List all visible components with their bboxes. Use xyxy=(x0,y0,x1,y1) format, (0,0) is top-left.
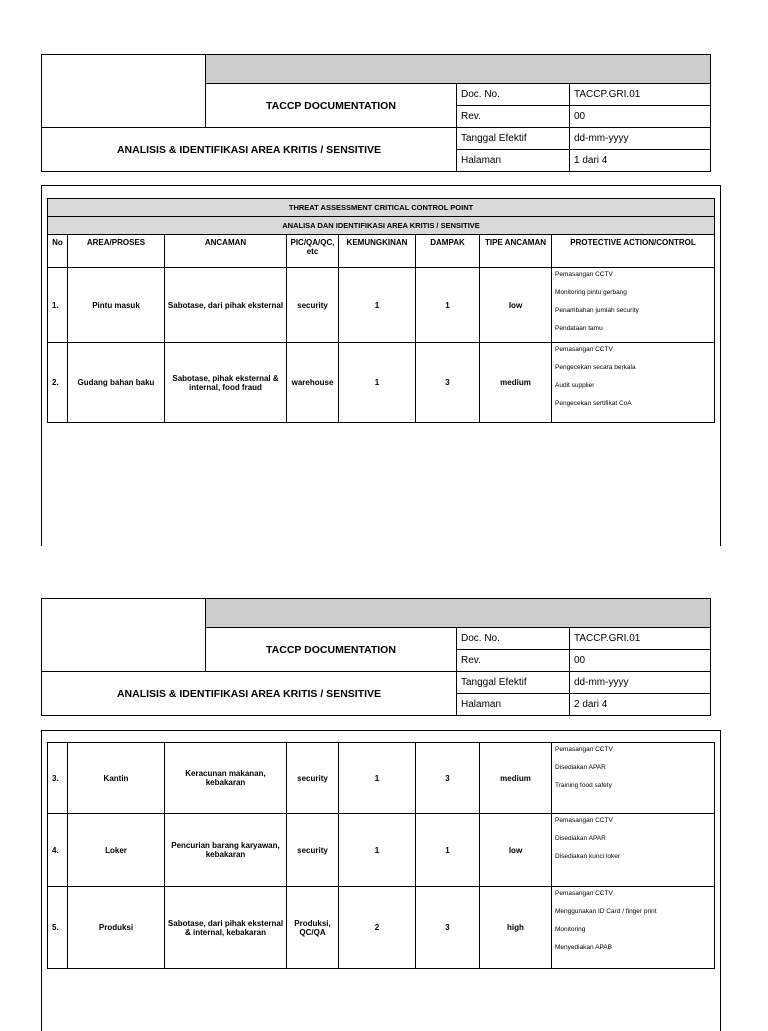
action-item: Pengecekan secara berkala xyxy=(555,364,636,371)
table-row xyxy=(48,268,715,343)
row-dampak: 3 xyxy=(416,343,480,423)
doc-subtitle: ANALISIS & IDENTIFIKASI AREA KRITIS / SENSITIVE xyxy=(42,128,457,172)
row-pic: Produksi, QC/QA xyxy=(287,887,339,969)
row-ancaman: Sabotase, pihak eksternal & internal, food fraud xyxy=(165,343,287,423)
row-dampak: 3 xyxy=(416,887,480,969)
action-item: Monitoring xyxy=(555,926,586,933)
row-tipe: medium xyxy=(480,743,552,814)
row-actions xyxy=(552,268,715,343)
row-ancaman: Sabotase, dari pihak eksternal xyxy=(165,268,287,343)
action-item: Pemasangan CCTV xyxy=(555,890,613,897)
halaman-label: Halaman xyxy=(457,150,570,172)
row-tipe: high xyxy=(480,887,552,969)
rev-value: 00 xyxy=(570,106,711,128)
logo-cell xyxy=(42,599,206,672)
row-area: Pintu masuk xyxy=(68,268,165,343)
doc-title: TACCP DOCUMENTATION xyxy=(206,84,457,128)
col-tipe: TIPE ANCAMAN xyxy=(480,235,552,268)
table-band-subtitle: ANALISA DAN IDENTIFIKASI AREA KRITIS / SENSITIVE xyxy=(48,217,715,235)
rev-label: Rev. xyxy=(457,650,570,672)
row-area: Gudang bahan baku xyxy=(68,343,165,423)
row-no: 2. xyxy=(48,343,68,423)
col-area: AREA/PROSES xyxy=(68,235,165,268)
action-item: Training food safety xyxy=(555,782,612,789)
action-item: Menyediakan APAB xyxy=(555,944,612,951)
row-tipe: low xyxy=(480,268,552,343)
action-item: Pendataan tamu xyxy=(555,325,603,332)
row-no: 5. xyxy=(48,887,68,969)
row-pic: security xyxy=(287,268,339,343)
tanggal-label: Tanggal Efektif xyxy=(457,672,570,694)
row-pic: security xyxy=(287,814,339,887)
table-row xyxy=(48,743,715,814)
row-kemungkinan: 2 xyxy=(339,887,416,969)
table-band-title: THREAT ASSESSMENT CRITICAL CONTROL POINT xyxy=(48,199,715,217)
tanggal-value: dd-mm-yyyy xyxy=(570,672,711,694)
action-item: Monitoring pintu gerbang xyxy=(555,289,627,296)
col-pic: PIC/QA/QC, etc xyxy=(287,235,339,268)
col-no: No xyxy=(48,235,68,268)
header-gray-band xyxy=(206,599,711,628)
row-kemungkinan: 1 xyxy=(339,268,416,343)
doc-no-label: Doc. No. xyxy=(457,84,570,106)
table-header-row xyxy=(48,235,715,268)
row-dampak: 1 xyxy=(416,814,480,887)
action-item: Pemasangan CCTV xyxy=(555,346,613,353)
row-ancaman: Pencurian barang karyawan, kebakaran xyxy=(165,814,287,887)
row-no: 1. xyxy=(48,268,68,343)
row-tipe: low xyxy=(480,814,552,887)
row-actions xyxy=(552,743,715,814)
action-item: Pemasangan CCTV xyxy=(555,746,613,753)
row-area: Loker xyxy=(68,814,165,887)
page-2-header xyxy=(41,598,711,716)
action-item: Audit supplier xyxy=(555,382,595,389)
row-kemungkinan: 1 xyxy=(339,743,416,814)
rev-value: 00 xyxy=(570,650,711,672)
table-row xyxy=(48,343,715,423)
row-pic: security xyxy=(287,743,339,814)
row-no: 3. xyxy=(48,743,68,814)
doc-no-label: Doc. No. xyxy=(457,628,570,650)
logo-cell xyxy=(42,55,206,128)
row-pic: warehouse xyxy=(287,343,339,423)
action-item: Menggunakan ID Card / finger print xyxy=(555,908,657,915)
action-item: Disediakan APAR xyxy=(555,835,606,842)
halaman-label: Halaman xyxy=(457,694,570,716)
row-area: Kantin xyxy=(68,743,165,814)
doc-no-value: TACCP.GRI.01 xyxy=(570,628,711,650)
tanggal-label: Tanggal Efektif xyxy=(457,128,570,150)
doc-no-value: TACCP.GRI.01 xyxy=(570,84,711,106)
row-dampak: 1 xyxy=(416,268,480,343)
col-dampak: DAMPAK xyxy=(416,235,480,268)
tanggal-value: dd-mm-yyyy xyxy=(570,128,711,150)
row-no: 4. xyxy=(48,814,68,887)
row-ancaman: Keracunan makanan, kebakaran xyxy=(165,743,287,814)
table-row xyxy=(48,887,715,969)
row-area: Produksi xyxy=(68,887,165,969)
doc-title: TACCP DOCUMENTATION xyxy=(206,628,457,672)
action-item: Disediakan APAR xyxy=(555,764,606,771)
halaman-value: 2 dari 4 xyxy=(570,694,711,716)
row-kemungkinan: 1 xyxy=(339,814,416,887)
action-item: Pengecekan sertifikat CoA xyxy=(555,400,632,407)
page-1-header xyxy=(41,54,711,172)
row-dampak: 3 xyxy=(416,743,480,814)
row-actions xyxy=(552,887,715,969)
col-action: PROTECTIVE ACTION/CONTROL xyxy=(552,235,715,268)
rev-label: Rev. xyxy=(457,106,570,128)
action-item: Pemasangan CCTV xyxy=(555,817,613,824)
threat-table-page-1 xyxy=(47,198,715,423)
action-item: Disediakan kunci loker xyxy=(555,853,621,860)
table-row xyxy=(48,814,715,887)
row-kemungkinan: 1 xyxy=(339,343,416,423)
threat-table-page-2 xyxy=(47,742,715,969)
row-actions xyxy=(552,343,715,423)
action-item: Pemasangan CCTV xyxy=(555,271,613,278)
row-tipe: medium xyxy=(480,343,552,423)
halaman-value: 1 dari 4 xyxy=(570,150,711,172)
col-kemungkinan: KEMUNGKINAN xyxy=(339,235,416,268)
row-ancaman: Sabotase, dari pihak eksternal & internal, kebakaran xyxy=(165,887,287,969)
action-item: Penambahan jumlah security xyxy=(555,307,639,314)
header-gray-band xyxy=(206,55,711,84)
row-actions xyxy=(552,814,715,887)
col-ancaman: ANCAMAN xyxy=(165,235,287,268)
doc-subtitle: ANALISIS & IDENTIFIKASI AREA KRITIS / SENSITIVE xyxy=(42,672,457,716)
